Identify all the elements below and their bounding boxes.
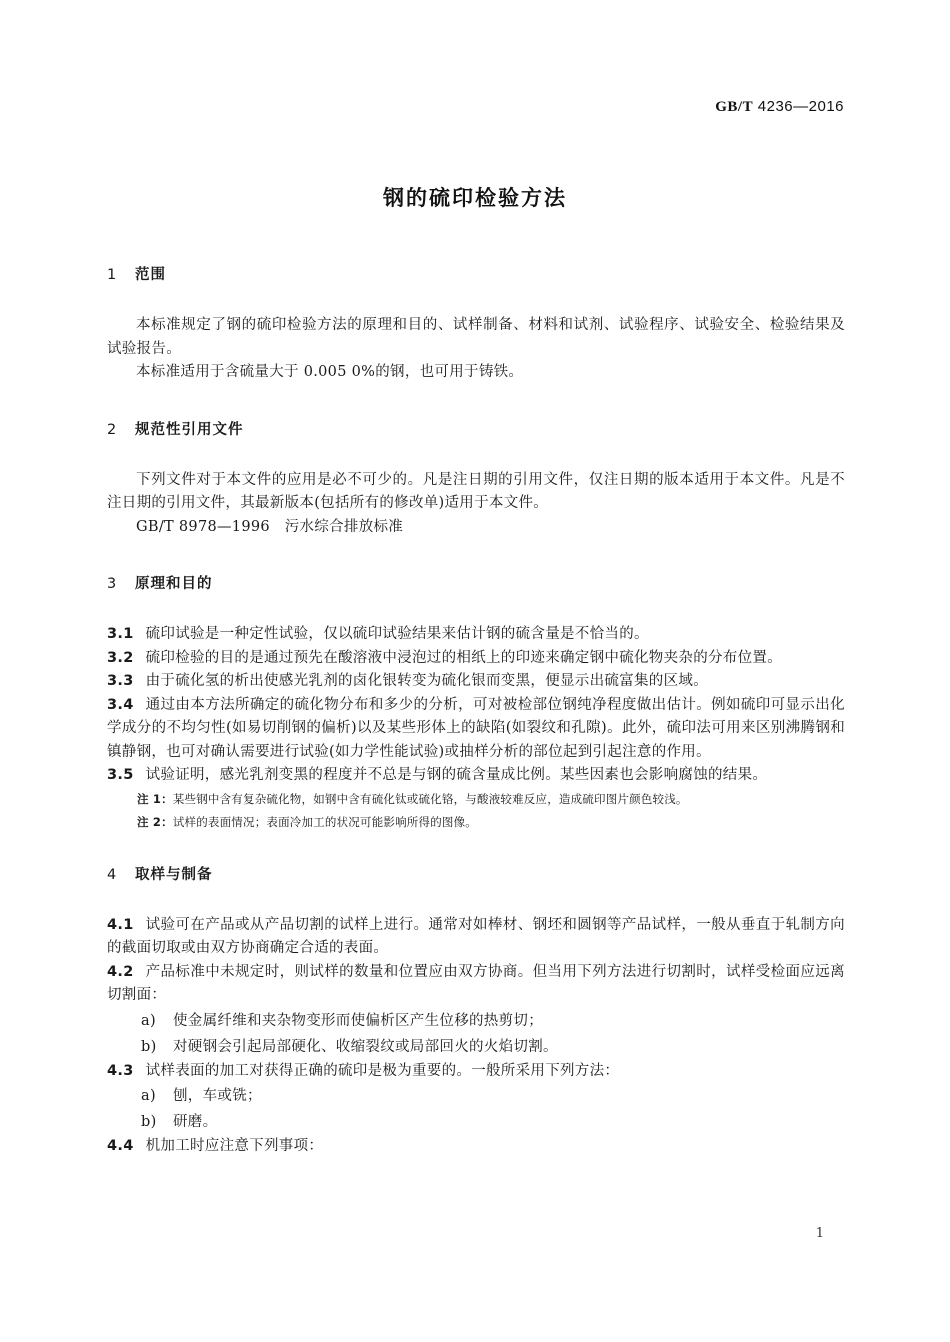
note-1: 注 1：某些钢中含有复杂硫化物，如钢中含有硫化钛或硫化铬，与酸液较难反应，造成硫印图片颜色较浅。 bbox=[137, 791, 688, 806]
section-number: 1 bbox=[107, 267, 118, 283]
section-3-heading bbox=[107, 571, 845, 597]
list-item: a) 使金属纤维和夹杂物变形而使偏析区产生位移的热剪切； bbox=[141, 1012, 543, 1029]
section-title: 规范性引用文件 bbox=[135, 421, 244, 438]
list-item: b) 研磨。 bbox=[141, 1114, 218, 1130]
clause-3-3: 3.3 由于硫化氢的析出使感光乳剂的卤化银转变为硫化银而变黑，便显示出硫富集的区域。 bbox=[107, 673, 708, 689]
section-2-heading bbox=[107, 417, 845, 443]
clause-3-4: 3.4 通过由本方法所确定的硫化物分布和多少的分析，可对被检部位钢纯净程度做出估计。例如硫印可显示出化学成分的不均匀性(如易切削钢的偏析)以及某些形体上的缺陷(如裂纹和孔隙)。此外，硫印法可用来区别沸腾钢和镇静钢，也可对确认需要进行试验(如力学性能试验)或抽样分析的部位起到引起注意的作用。 bbox=[107, 696, 845, 760]
section-number: 3 bbox=[107, 576, 118, 592]
page-number: 1 bbox=[815, 1226, 824, 1241]
paragraph: 本标准适用于含硫量大于 0.005 0%的钢，也可用于铸铁。 bbox=[136, 364, 524, 380]
paragraph: 下列文件对于本文件的应用是必不可少的。凡是注日期的引用文件，仅注日期的版本适用于本文件。凡是不注日期的引用文件，其最新版本(包括所有的修改单)适用于本文件。 bbox=[107, 471, 845, 511]
clause-4-1: 4.1 试验可在产品或从产品切割的试样上进行。通常对如棒材、钢坯和圆钢等产品试样，一般从垂直于轧制方向的截面切取或由双方协商确定合适的表面。 bbox=[107, 916, 845, 956]
list-item: a) 刨，车或铣； bbox=[141, 1088, 262, 1104]
section-title: 原理和目的 bbox=[135, 576, 213, 592]
clause-3-2: 3.2 硫印检验的目的是通过预先在酸溶液中浸泡过的相纸上的印迹来确定钢中硫化物夹杂的分布位置。 bbox=[107, 649, 782, 666]
clause-4-2: 4.2 产品标准中未规定时，则试样的数量和位置应由双方协商。但当用下列方法进行切割时，试样受检面应远离切割面： bbox=[107, 963, 845, 1003]
clause-3-5: 3.5 试验证明，感光乳剂变黑的程度并不总是与钢的硫含量成比例。某些因素也会影响腐蚀的结果。 bbox=[107, 767, 768, 783]
normative-reference: GB/T 8978—1996 污水综合排放标准 bbox=[136, 518, 404, 535]
clause-4-3: 4.3 试样表面的加工对获得正确的硫印是极为重要的。一般所采用下列方法： bbox=[107, 1062, 620, 1079]
section-number: 2 bbox=[107, 421, 118, 438]
section-title: 取样与制备 bbox=[135, 866, 213, 883]
list-item: b) 对硬钢会引起局部硬化、收缩裂纹或局部回火的火焰切割。 bbox=[141, 1038, 558, 1055]
section-4-heading bbox=[107, 862, 845, 888]
section-1-heading bbox=[107, 262, 845, 288]
standard-code bbox=[715, 98, 844, 116]
standard-code-prefix: GB/T bbox=[715, 99, 754, 115]
standard-code-number: 4236—2016 bbox=[753, 98, 844, 115]
section-title: 范围 bbox=[135, 267, 166, 283]
clause-4-4: 4.4 机加工时应注意下列事项： bbox=[107, 1138, 324, 1154]
section-number: 4 bbox=[107, 866, 118, 883]
clause-3-1: 3.1 硫印试验是一种定性试验，仅以硫印试验结果来估计钢的硫含量是不恰当的。 bbox=[107, 626, 649, 642]
note-2: 注 2：试样的表面情况；表面冷加工的状况可能影响所得的图像。 bbox=[137, 814, 478, 829]
paragraph: 本标准规定了钢的硫印检验方法的原理和目的、试样制备、材料和试剂、试验程序、试验安全、检验结果及试验报告。 bbox=[107, 317, 845, 357]
document-title: 钢的硫印检验方法 bbox=[383, 186, 567, 210]
document-body bbox=[107, 262, 845, 1159]
